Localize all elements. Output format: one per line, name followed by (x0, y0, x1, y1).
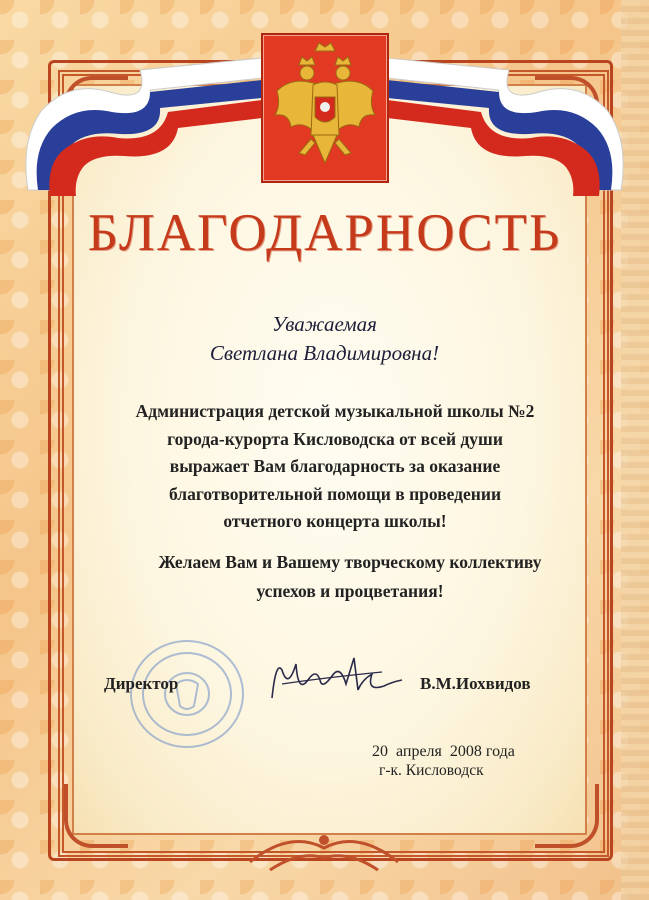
body-line: Администрация детской музыкальной школы №2 (135, 401, 535, 421)
body-line: города-курорта Кисловодска от всей души (167, 428, 503, 449)
wish-line: Желаем Вам и Вашему творческому коллективу (158, 552, 542, 572)
corner-ornament-bottom-left (64, 784, 128, 848)
salutation-line-2: Светлана Владимировна! (209, 341, 440, 365)
signatory-name: В.М.Иохвидов (420, 674, 531, 693)
body-line: отчетного концерта школы! (223, 511, 447, 531)
issue-place: г-к. Кисловодск (379, 762, 484, 779)
certificate-wish (90, 548, 610, 606)
body-line: выражает Вам благодарность за оказание (169, 456, 501, 476)
certificate-body (90, 398, 580, 536)
signatory-role: Директор (104, 674, 179, 693)
body-line: благотворительной помощи в проведении (168, 483, 502, 504)
russian-double-headed-eagle-icon (263, 35, 387, 181)
corner-ornament-bottom-right (535, 784, 599, 848)
issue-date: 20 апреля 2008 года (372, 743, 515, 760)
wish-line: успехов и процветания! (256, 581, 444, 601)
coat-of-arms-emblem (261, 33, 389, 183)
director-signature (262, 650, 412, 710)
certificate-title: БЛАГОДАРНОСТЬ (87, 204, 562, 262)
salutation-line-1: Уважаемая (272, 312, 377, 336)
official-stamp (128, 638, 246, 750)
